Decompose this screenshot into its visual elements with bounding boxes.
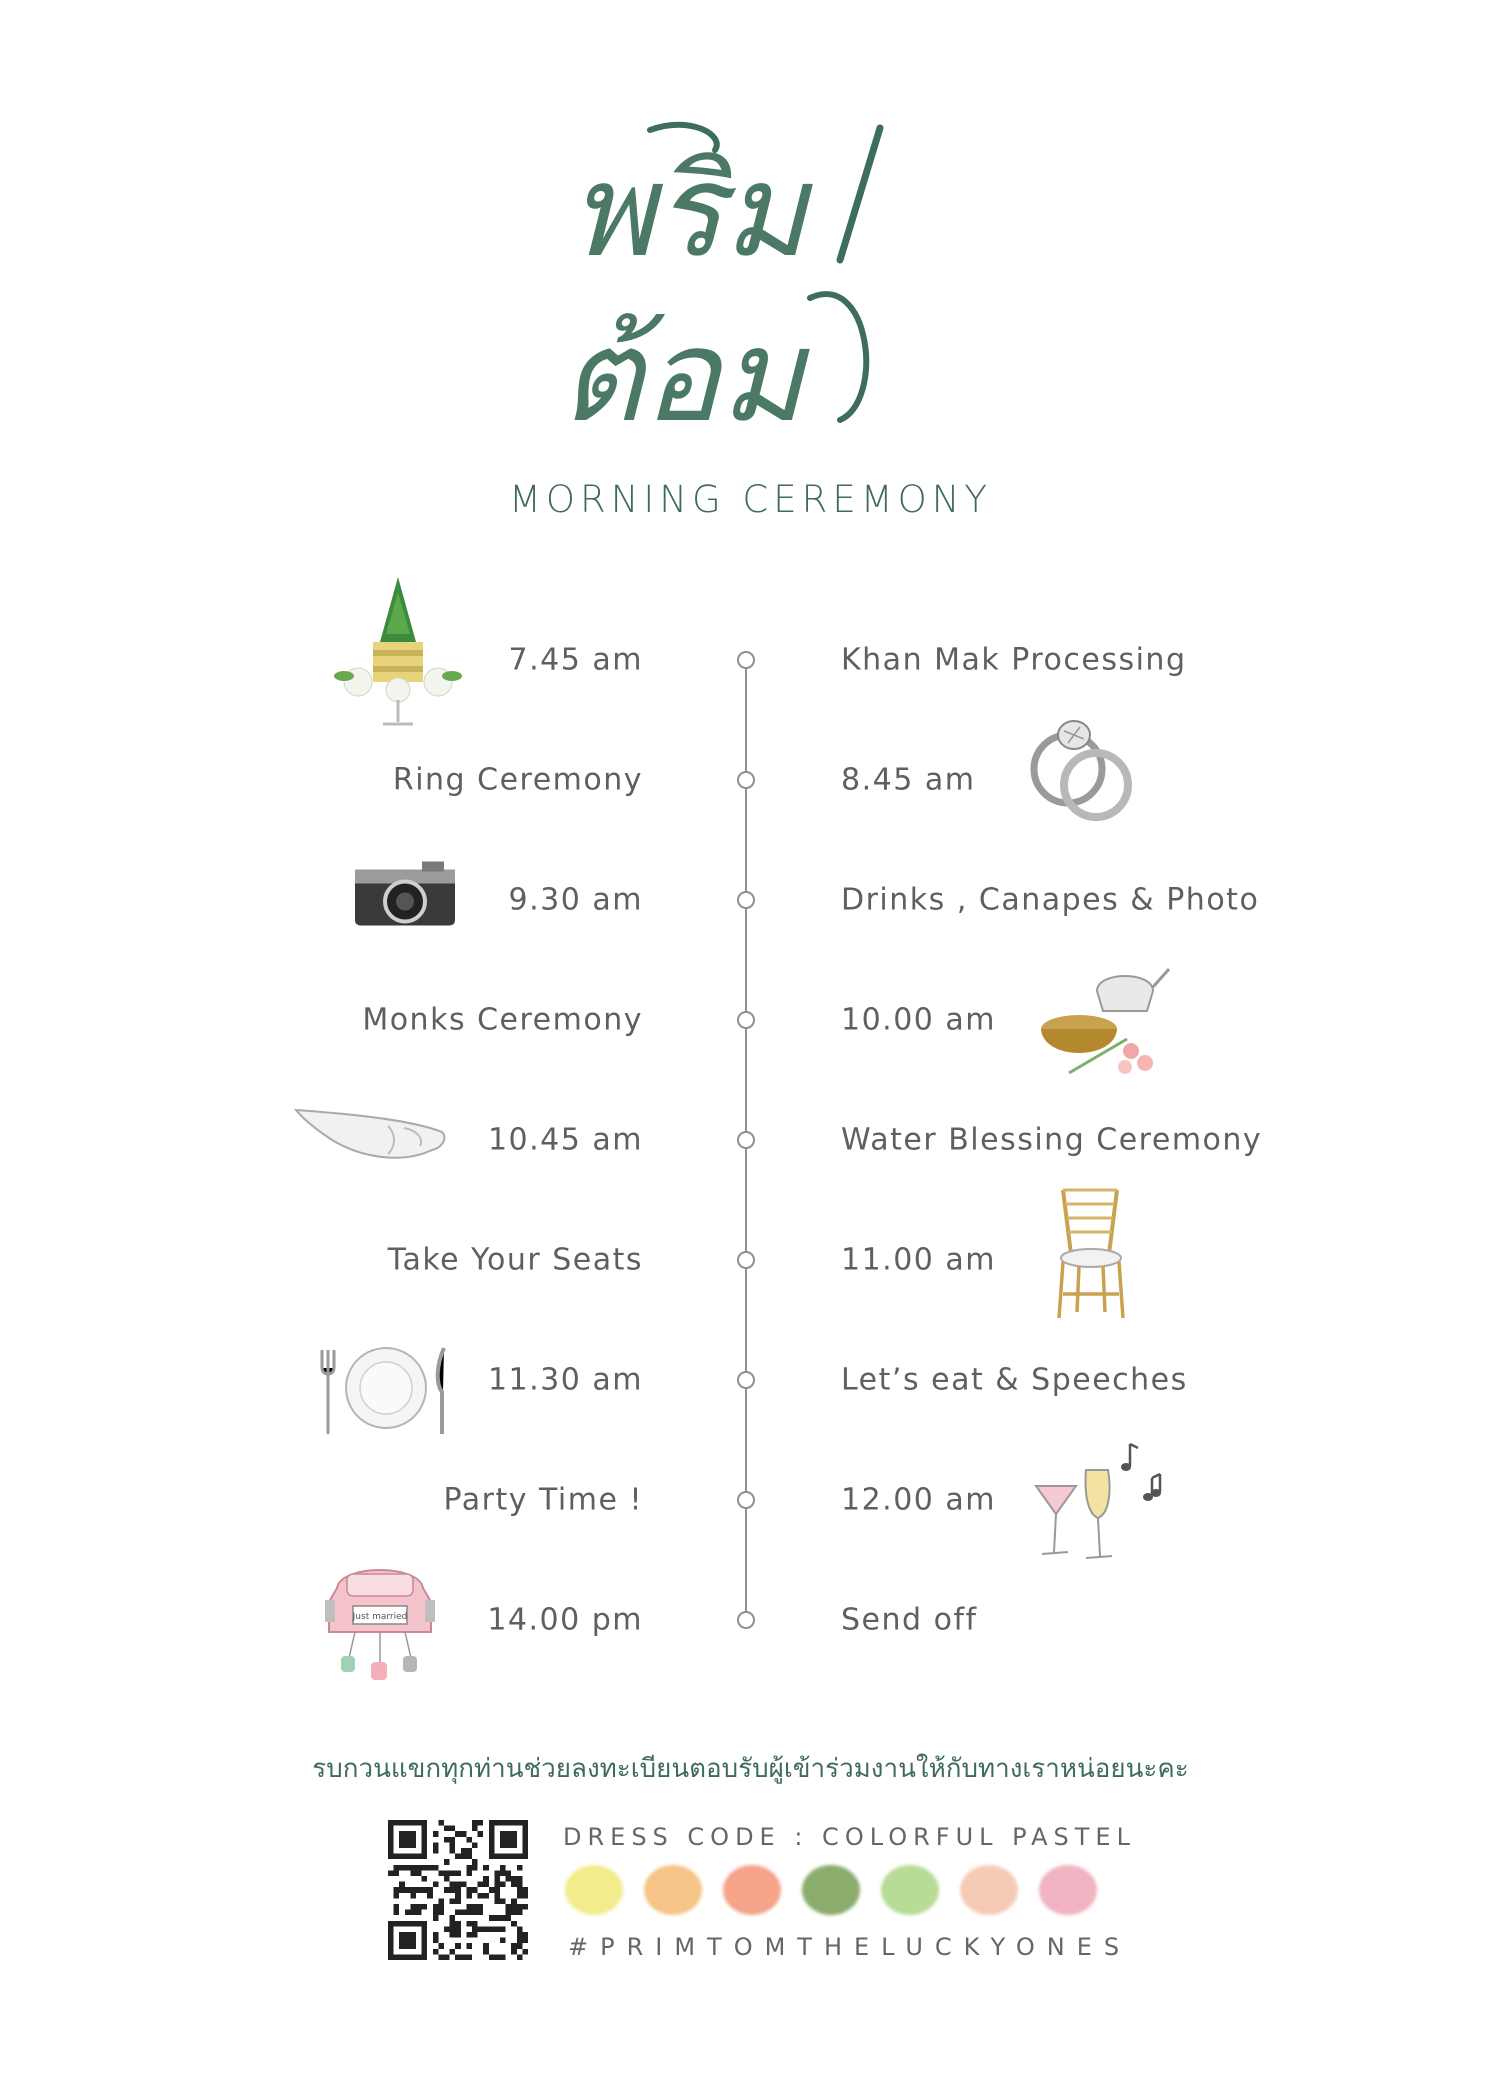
timeline-dot (737, 1611, 755, 1629)
timeline-dot (737, 1131, 755, 1149)
timeline-left-7: Party Time ! (443, 1482, 643, 1518)
cocktails-icon (1030, 1434, 1170, 1574)
timeline-right-4: Water Blessing Ceremony (841, 1122, 1263, 1158)
timeline-right-3: 10.00 am (841, 1002, 997, 1038)
wedding-car-icon (315, 1558, 445, 1688)
chair-icon (1045, 1184, 1135, 1324)
camera-icon (350, 856, 460, 931)
dress-code-label: DRESS CODE : COLORFUL PASTEL (563, 1823, 1136, 1851)
hashtag: #PRIMTOMTHELUCKYONES (568, 1933, 1132, 1961)
color-swatch-1 (644, 1865, 702, 1915)
car-sign-text: Just married (352, 1612, 408, 1622)
timeline-right-8: Send off (841, 1602, 978, 1638)
plate-cutlery-icon (316, 1340, 456, 1440)
timeline-right-2: Drinks , Canapes & Photo (841, 882, 1260, 918)
timeline-left-2: 9.30 am (508, 882, 643, 918)
color-swatch-3 (802, 1865, 860, 1915)
timeline-left-6: 11.30 am (487, 1362, 643, 1398)
timeline-dot (737, 1251, 755, 1269)
timeline-left-4: 10.45 am (487, 1122, 643, 1158)
timeline-left-8: 14.00 pm (487, 1602, 643, 1638)
khan-mak-icon (328, 572, 468, 732)
timeline-right-6: Let’s eat & Speeches (841, 1362, 1188, 1398)
conch-shell-icon (292, 1100, 452, 1170)
color-swatch-2 (723, 1865, 781, 1915)
timeline-dot (737, 1371, 755, 1389)
color-swatch-4 (881, 1865, 939, 1915)
monogram-calligraphy (540, 120, 960, 450)
timeline-left-1: Ring Ceremony (392, 762, 643, 798)
timeline-dot (737, 891, 755, 909)
qr-code[interactable] (388, 1820, 528, 1960)
timeline-right-7: 12.00 am (841, 1482, 997, 1518)
monogram-line2: ต้อม (560, 302, 805, 450)
color-swatch-5 (960, 1865, 1018, 1915)
color-swatch-6 (1039, 1865, 1097, 1915)
registration-note: รบกวนแขกทุกท่านช่วยลงทะเบียนตอบรับผู้เข้าร่วมงานให้กับทางเราหน่อยนะคะ (312, 1754, 1189, 1784)
timeline-dot (737, 771, 755, 789)
timeline-dot (737, 1011, 755, 1029)
page-title: MORNING CEREMONY (508, 478, 993, 521)
rings-icon (1016, 707, 1146, 837)
timeline-left-0: 7.45 am (508, 642, 643, 678)
color-swatch-0 (565, 1865, 623, 1915)
timeline-dot (737, 1491, 755, 1509)
timeline-right-1: 8.45 am (841, 762, 976, 798)
timeline-left-5: Take Your Seats (387, 1242, 643, 1278)
timeline-right-0: Khan Mak Processing (841, 642, 1187, 678)
monogram-line1: พริม (570, 137, 808, 286)
timeline-dot (737, 651, 755, 669)
alms-bowl-icon (1035, 951, 1175, 1081)
timeline-right-5: 11.00 am (841, 1242, 997, 1278)
timeline-left-3: Monks Ceremony (362, 1002, 643, 1038)
